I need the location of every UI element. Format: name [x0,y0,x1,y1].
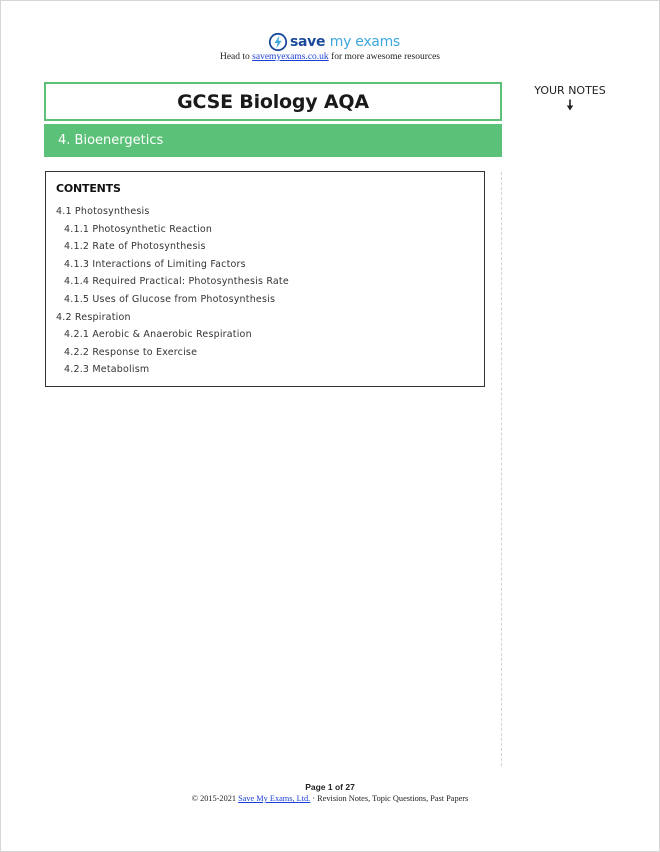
notes-margin-divider [501,172,502,766]
footer-copy-prefix: © 2015-2021 [191,794,239,803]
toc-subtopic-link[interactable]: 4.2.1 Aerobic & Anaerobic Respiration [64,329,252,341]
section-banner [44,124,502,157]
toc-subtopic-link[interactable]: 4.2.3 Metabolism [64,364,150,376]
toc-subtopic-link[interactable]: 4.1.2 Rate of Photosynthesis [64,241,206,253]
your-notes-label: YOUR NOTES [534,84,606,97]
logo-wordmark [290,34,400,50]
contents-heading: CONTENTS [56,182,121,195]
header-prefix: Head to [219,52,253,62]
footer-company-link[interactable]: Save My Exams, Ltd. [238,794,311,803]
page-number: Page 1 of 27 [305,782,355,792]
arrow-down-icon [565,99,575,111]
toc-subtopic-link[interactable]: 4.1.4 Required Practical: Photosynthesis Rate [64,276,289,288]
footer-copyright [0,794,660,803]
header-tagline [0,52,660,62]
toc-subtopic-link[interactable]: 4.1.1 Photosynthetic Reaction [64,223,213,235]
lightning-bolt-icon [268,32,288,52]
contents-list [56,203,289,379]
toc-subtopic-link[interactable]: 4.1.5 Uses of Glucose from Photosynthesis [64,293,276,305]
header-suffix: for more awesome resources [328,52,441,62]
table-of-contents [45,171,485,387]
logo-wordmark-part2: my exams [329,34,400,50]
toc-subtopic-link[interactable]: 4.1.3 Interactions of Limiting Factors [64,258,246,270]
toc-topic-link[interactable]: 4.2 Respiration [56,311,131,323]
section-title: 4. Bioenergetics [58,133,164,148]
your-notes-column-header [520,84,620,111]
toc-topic-link[interactable]: 4.1 Photosynthesis [56,206,150,217]
document-title-box [44,82,502,121]
footer-copy-suffix: · Revision Notes, Topic Questions, Past Papers [310,794,469,803]
logo-wordmark-part1: save [290,34,330,50]
header-site-link[interactable]: savemyexams.co.uk [252,52,329,62]
document-title: GCSE Biology AQA [177,90,369,113]
toc-subtopic-link[interactable]: 4.2.2 Response to Exercise [64,346,198,358]
save-my-exams-logo[interactable] [268,31,400,53]
